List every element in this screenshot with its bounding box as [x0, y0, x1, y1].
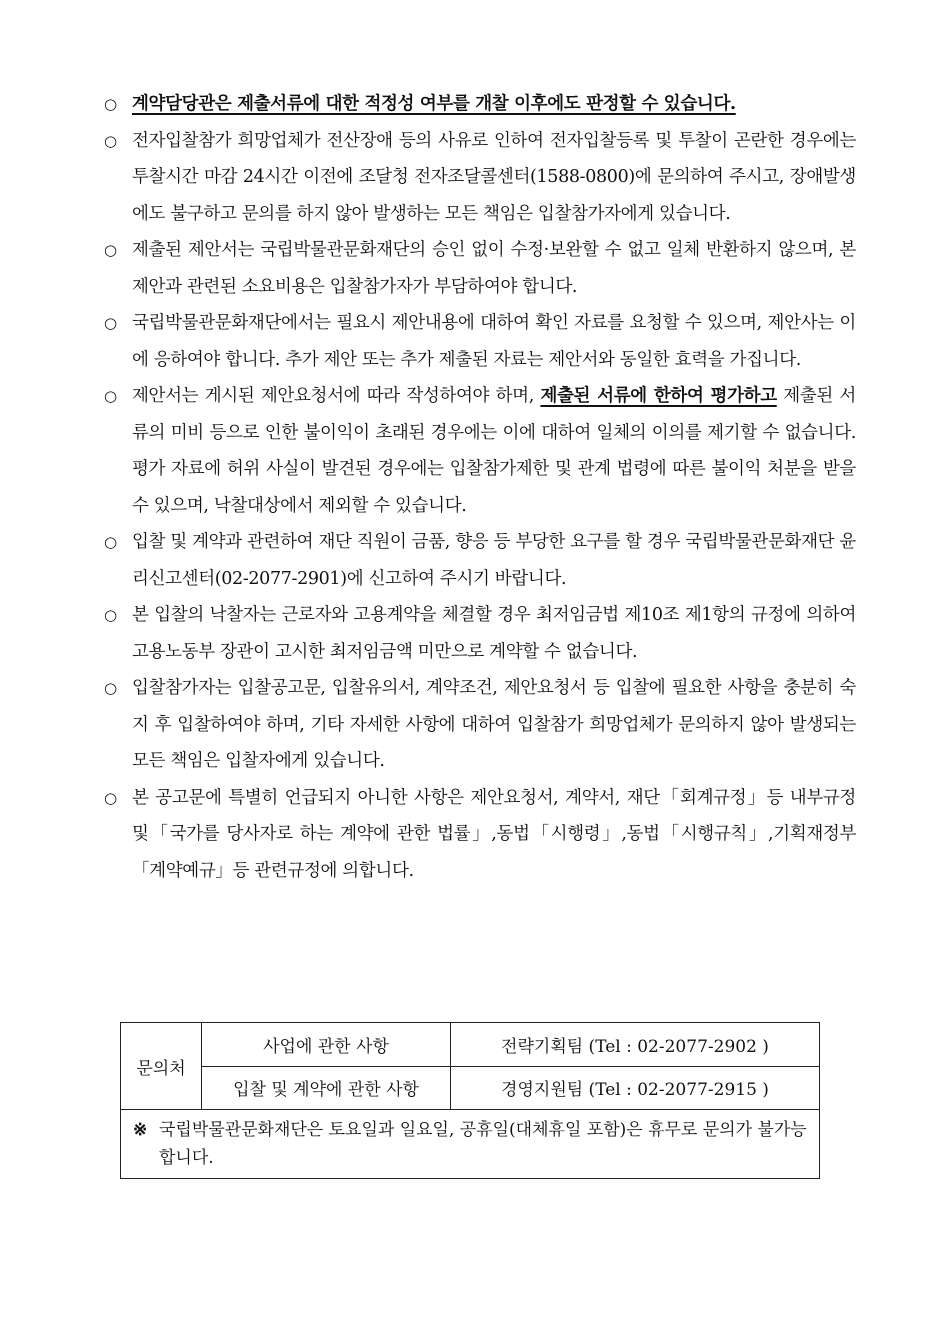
notice-text-segment: 입찰 및 계약과 관련하여 재단 직원이 금품, 향응 등 부당한 요구를 할 경우 국립박물관문화재단 윤리신고센터(02-2077-2901)에 신고하여 주시기 바랍니다. — [132, 532, 856, 589]
bullet-circle-icon: ○ — [104, 95, 118, 113]
notice-item — [104, 86, 856, 123]
notice-text-segment: 본 공고문에 특별히 언급되지 아니한 사항은 제안요청서, 계약서, 재단「회계규정」등 내부규정 및「국가를 당사자로 하는 계약에 관한 법률」,동법「시행령」,동법「시행규칙」,기획재정부「계약예규」등 관련규정에 의합니다. — [132, 787, 856, 881]
notice-item — [104, 670, 856, 780]
notice-text-segment: 입찰참가자는 입찰공고문, 입찰유의서, 계약조건, 제안요청서 등 입찰에 필요한 사항을 충분히 숙지 후 입찰하여야 하며, 기타 자세한 사항에 대하여 입찰참가 희망업체가 문의하지 않아 발생되는 모든 책임은 입찰자에게 있습니다. — [132, 678, 856, 771]
emphasized-text: 제출된 서류에 한하여 평가하고 — [540, 386, 777, 406]
notice-text — [132, 232, 856, 305]
notice-item — [104, 597, 856, 670]
notice-item — [104, 780, 856, 890]
contact-table — [120, 1022, 820, 1179]
contact-label: 문의처 — [121, 1023, 202, 1110]
bullet-circle-icon: ○ — [104, 679, 118, 697]
bullet-circle-icon: ○ — [104, 533, 118, 551]
notice-text-segment: 본 입찰의 낙찰자는 근로자와 고용계약을 체결할 경우 최저임금법 제10조 제1항의 규정에 의하여 고용노동부 장관이 고시한 최저임금액 미만으로 계약할 수 없습니다. — [132, 605, 856, 662]
notice-text — [132, 597, 856, 670]
contact-team-management: 경영지원팀 (Tel : 02-2077-2915 ) — [451, 1066, 820, 1110]
contact-topic-bidding: 입찰 및 계약에 관한 사항 — [202, 1066, 451, 1110]
contact-note — [121, 1110, 820, 1179]
bullet-circle-icon: ○ — [104, 387, 118, 405]
notice-text — [132, 780, 856, 890]
emphasized-text: 계약담당관은 제출서류에 대한 적정성 여부를 개찰 이후에도 판정할 수 있습니다. — [132, 94, 736, 114]
bullet-circle-icon: ○ — [104, 314, 118, 332]
contact-topic-business: 사업에 관한 사항 — [202, 1023, 451, 1067]
notice-item — [104, 123, 856, 233]
contact-note-text: 국립박물관문화재단은 토요일과 일요일, 공휴일(대체휴일 포함)은 휴무로 문의가 불가능합니다. — [159, 1120, 807, 1168]
reference-mark-icon: ※ — [133, 1120, 148, 1140]
bullet-circle-icon: ○ — [104, 241, 118, 259]
notice-text — [132, 670, 856, 780]
notice-text-segment: 제안서는 게시된 제안요청서에 따라 작성하여야 하며, — [132, 386, 541, 406]
bullet-circle-icon: ○ — [104, 606, 118, 624]
contact-team-strategy: 전략기획팀 (Tel : 02-2077-2902 ) — [451, 1023, 820, 1067]
notice-text-segment: 전자입찰참가 희망업체가 전산장애 등의 사유로 인하여 전자입찰등록 및 투찰이 곤란한 경우에는 투찰시간 마감 24시간 이전에 조달청 전자조달콜센터(1588-0800)에 문의하여 주시고, 장애발생에도 불구하고 문의를 하지 않아 발생하는 모든 책임은 입찰참가자에게 있습니다. — [132, 130, 856, 224]
notice-item — [104, 378, 856, 524]
notice-text-segment: 제출된 제안서는 국립박물관문화재단의 승인 없이 수정·보완할 수 없고 일체 반환하지 않으며, 본 제안과 관련된 소요비용은 입찰참가자가 부담하여야 합니다. — [132, 240, 856, 297]
notice-text-segment: 제출된 서류의 미비 등으로 인한 불이익이 초래된 경우에는 이에 대하여 일체의 이의를 제기할 수 없습니다. 평가 자료에 허위 사실이 발견된 경우에는 입찰참가제한 및 관계 법령에 따른 불이익 처분을 받을 수 있으며, 낙찰대상에서 제외할 수 있습니다. — [132, 386, 856, 516]
notice-text-segment: 국립박물관문화재단에서는 필요시 제안내용에 대하여 확인 자료를 요청할 수 있으며, 제안사는 이에 응하여야 합니다. 추가 제안 또는 추가 제출된 자료는 제안서와 동일한 효력을 가집니다. — [132, 313, 856, 370]
notice-text — [132, 86, 856, 123]
bullet-circle-icon: ○ — [104, 131, 118, 150]
notice-text — [132, 123, 856, 233]
notice-list — [104, 86, 856, 889]
notice-item — [104, 305, 856, 378]
bullet-circle-icon: ○ — [104, 788, 118, 807]
notice-text — [132, 524, 856, 597]
notice-item — [104, 524, 856, 597]
notice-item — [104, 232, 856, 305]
notice-text — [132, 378, 856, 524]
notice-text — [132, 305, 856, 378]
